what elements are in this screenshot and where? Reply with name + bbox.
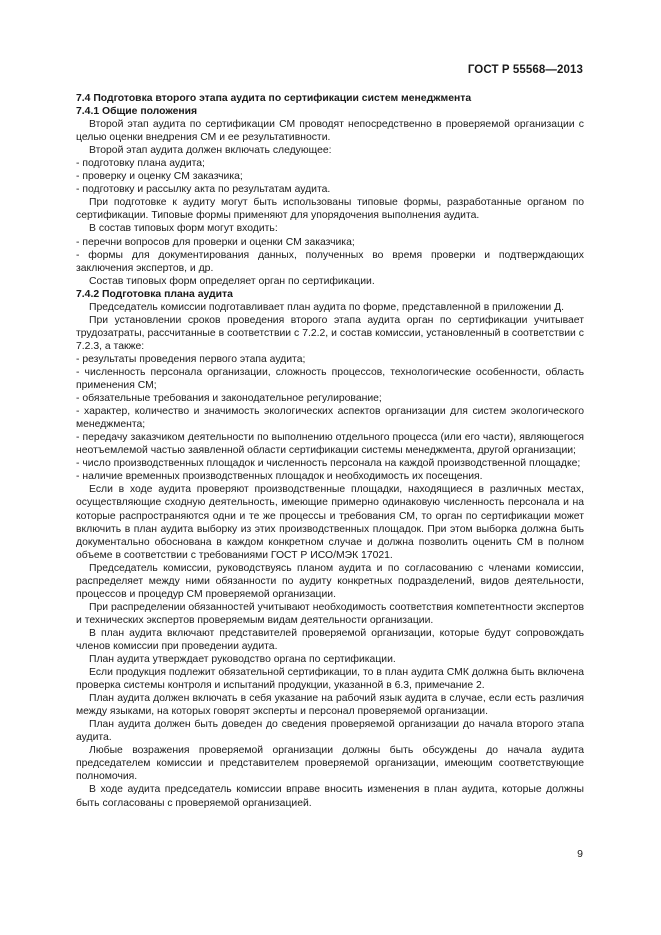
paragraph: Второй этап аудита по сертификации СМ проводят непосредственно в проверяемой организации с целью оценки внедрения СМ и ее результативности. xyxy=(76,119,584,144)
list-item: - результаты проведения первого этапа аудита; xyxy=(76,353,306,365)
list-item: - подготовку и рассылку акта по результатам аудита. xyxy=(76,184,331,196)
list-item: - численность персонала организации, сложность процессов, технологические особенности, область применения СМ; xyxy=(76,366,584,392)
list-item: - проверку и оценку СМ заказчика; xyxy=(76,171,243,183)
list-item: - передачу заказчиком деятельности по выполнению отдельного процесса (или его части), являющегося неотъемлемой частью заявленной области сертификации системы менеджмента, другой организации; xyxy=(76,432,584,457)
paragraph: В план аудита включают представителей проверяемой организации, которые будут сопровождать членов комиссии при проведении аудита. xyxy=(76,627,584,652)
list-item: - число производственных площадок и численность персонала на каждой производственной площадке; xyxy=(76,458,581,470)
paragraph: При подготовке к аудиту могут быть использованы типовые формы, разработанные органом по сертификации. Типовые формы применяют для упорядочения выполнения аудита. xyxy=(76,197,584,222)
paragraph: В ходе аудита председатель комиссии вправе вносить изменения в план аудита, которые должны быть согласованы с проверяемой организацией. xyxy=(76,784,584,809)
paragraph: При установлении сроков проведения второго этапа аудита орган по сертификации учитывает трудозатраты, рассчитанные в соответствии с 7.2.2, и состав комиссии, установленный в соответствии с 7.2.3, а также: xyxy=(76,314,584,352)
page-number: 9 xyxy=(577,848,583,860)
list-item: - наличие временных производственных площадок и необходимость их посещения. xyxy=(76,471,483,483)
subsection-title: 7.4.1 Общие положения xyxy=(76,106,198,118)
paragraph: Второй этап аудита должен включать следующее: xyxy=(89,145,332,157)
paragraph: Любые возражения проверяемой организации должны быть обсуждены до начала аудита председателем комиссии и представителем проверяемой организации, имеющим соответствующие полномочия. xyxy=(76,745,584,783)
paragraph: При распределении обязанностей учитывают необходимость соответствия компетентности экспертов и технических экспертов проверяемым видам деятельности организации. xyxy=(76,601,584,626)
section-title: 7.4 Подготовка второго этапа аудита по сертификации систем менеджмента xyxy=(76,93,472,104)
paragraph: Если продукция подлежит обязательной сертификации, то в план аудита СМК должна быть включена проверка системы контроля и испытаний продукции, указанной в 6.3, примечание 2. xyxy=(76,667,584,692)
list-item: - обязательные требования и законодательное регулирование; xyxy=(76,393,382,405)
document-id-header: ГОСТ Р 55568—2013 xyxy=(467,64,583,76)
list-item: - формы для документирования данных, полученных во время проверки и подтверждающих заключения экспертов, и др. xyxy=(76,249,584,274)
list-item: - подготовку плана аудита; xyxy=(76,158,205,170)
paragraph: Председатель комиссии подготавливает план аудита по форме, представленной в приложении Д. xyxy=(89,301,565,313)
subsection-title: 7.4.2 Подготовка плана аудита xyxy=(76,288,233,300)
list-item: - перечни вопросов для проверки и оценки СМ заказчика; xyxy=(76,236,355,248)
list-item: - характер, количество и значимость экологических аспектов организации для систем экологического менеджмента; xyxy=(76,406,584,431)
paragraph: План аудита должен включать в себя указание на рабочий язык аудита в случае, если есть различия между языками, на которых говорят эксперты и персонал проверяемой организации. xyxy=(76,693,584,718)
paragraph: Если в ходе аудита проверяют производственные площадки, находящиеся в различных местах, осуществляющие сходную деятельность, имеющие примерно одинаковую численность персонала и на которые распространяются одни и те же процессы и требования СМ, то орган по сертификации может включить в план аудита выборку из этих производственных площадок. При этом выборка должна быть документально обоснована в каждом конкретном случае и должна позволить оценить СМ в полном объеме в соответствии с требованиями ГОСТ Р ИСО/МЭК 17021. xyxy=(76,484,584,561)
paragraph: План аудита должен быть доведен до сведения проверяемой организации до начала второго этапа аудита. xyxy=(76,719,584,744)
page-content xyxy=(76,92,584,810)
paragraph: Председатель комиссии, руководствуясь планом аудита и по согласованию с членами комиссии, распределяет между ними обязанности по аудиту конкретных подразделений, видов деятельности, процессов и процедур СМ проверяемой организации. xyxy=(76,562,584,600)
paragraph: Состав типовых форм определяет орган по сертификации. xyxy=(89,275,375,287)
paragraph: План аудита утверждает руководство органа по сертификации. xyxy=(89,654,396,666)
paragraph: В состав типовых форм могут входить: xyxy=(89,223,278,235)
